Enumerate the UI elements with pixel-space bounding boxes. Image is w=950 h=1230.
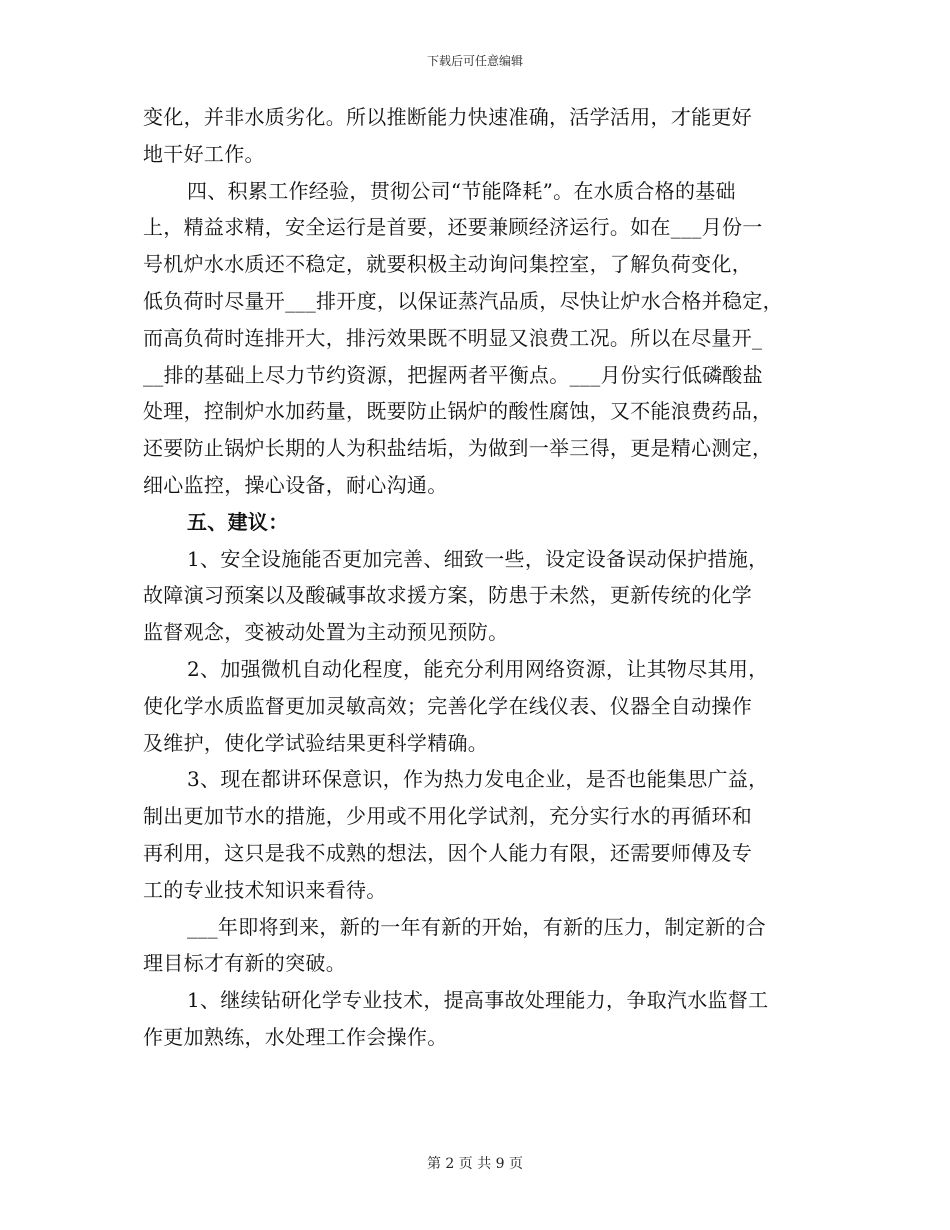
text-line: 及维护，使化学试验结果更科学精确。 xyxy=(143,730,489,755)
text-line: 1、继续钻研化学专业技术，提高事故处理能力，争取汽水监督工 xyxy=(187,988,769,1013)
page-header: 下载后可任意编辑 xyxy=(426,54,523,68)
text-line: 使化学水质监督更加灵敏高效；完善化学在线仪表、仪器全自动操作 xyxy=(143,693,752,718)
text-line: 监督观念，变被动处置为主动预见预防。 xyxy=(143,620,509,645)
text-line: 四、积累工作经验，贯彻公司“节能降耗”。在水质合格的基础 xyxy=(187,178,736,203)
text-line: 1、安全设施能否更加完善、细致一些，设定设备误动保护措施， xyxy=(187,546,769,571)
text-line: 制出更加节水的措施，少用或不用化学试剂，充分实行水的再循环和 xyxy=(143,804,752,829)
text-line: 细心监控，操心设备，耐心沟通。 xyxy=(143,472,448,497)
section-heading: 五、建议： xyxy=(187,509,289,534)
text-line: 再利用，这只是我不成熟的想法，因个人能力有限，还需要师傅及专 xyxy=(143,840,752,865)
text-line: 处理，控制炉水加药量，既要防止锅炉的酸性腐蚀，又不能浪费药品， xyxy=(143,399,773,424)
text-line: 2、加强微机自动化程度，能充分利用网络资源，让其物尽其用， xyxy=(187,656,769,681)
page-number-footer: 第 2 页 共 9 页 xyxy=(426,1156,524,1172)
text-line: 号机炉水水质还不稳定，就要积极主动询问集控室，了解负荷变化， xyxy=(143,252,752,277)
text-line: __排的基础上尽力节约资源，把握两者平衡点。___月份实行低磷酸盐 xyxy=(143,362,763,387)
document-body xyxy=(143,99,815,1056)
text-line: 低负荷时尽量开___排开度，以保证蒸汽品质，尽快让炉水合格并稳定， xyxy=(143,288,783,313)
text-line: 而高负荷时连排开大，排污效果既不明显又浪费工况。所以在尽量开_ xyxy=(143,325,763,350)
text-line: 变化，并非水质劣化。所以推断能力快速准确，活学活用，才能更好 xyxy=(143,105,752,129)
text-line: 3、现在都讲环保意识，作为热力发电企业，是否也能集思广益， xyxy=(187,767,769,792)
text-line: 作更加熟练，水处理工作会操作。 xyxy=(143,1024,448,1049)
text-line: 上，精益求精，安全运行是首要，还要兼顾经济运行。如在___月份一 xyxy=(143,215,763,240)
text-line: 故障演习预案以及酸碱事故求援方案，防患于未然，更新传统的化学 xyxy=(143,583,752,608)
text-line: 还要防止锅炉长期的人为积盐结垢，为做到一举三得，更是精心测定， xyxy=(143,436,773,461)
text-line: 地干好工作。 xyxy=(143,141,265,166)
text-line: 理目标才有新的突破。 xyxy=(143,951,346,976)
text-line: ___年即将到来，新的一年有新的开始，有新的压力，制定新的合 xyxy=(187,914,766,939)
text-line: 工的专业技术知识来看待。 xyxy=(143,877,387,902)
